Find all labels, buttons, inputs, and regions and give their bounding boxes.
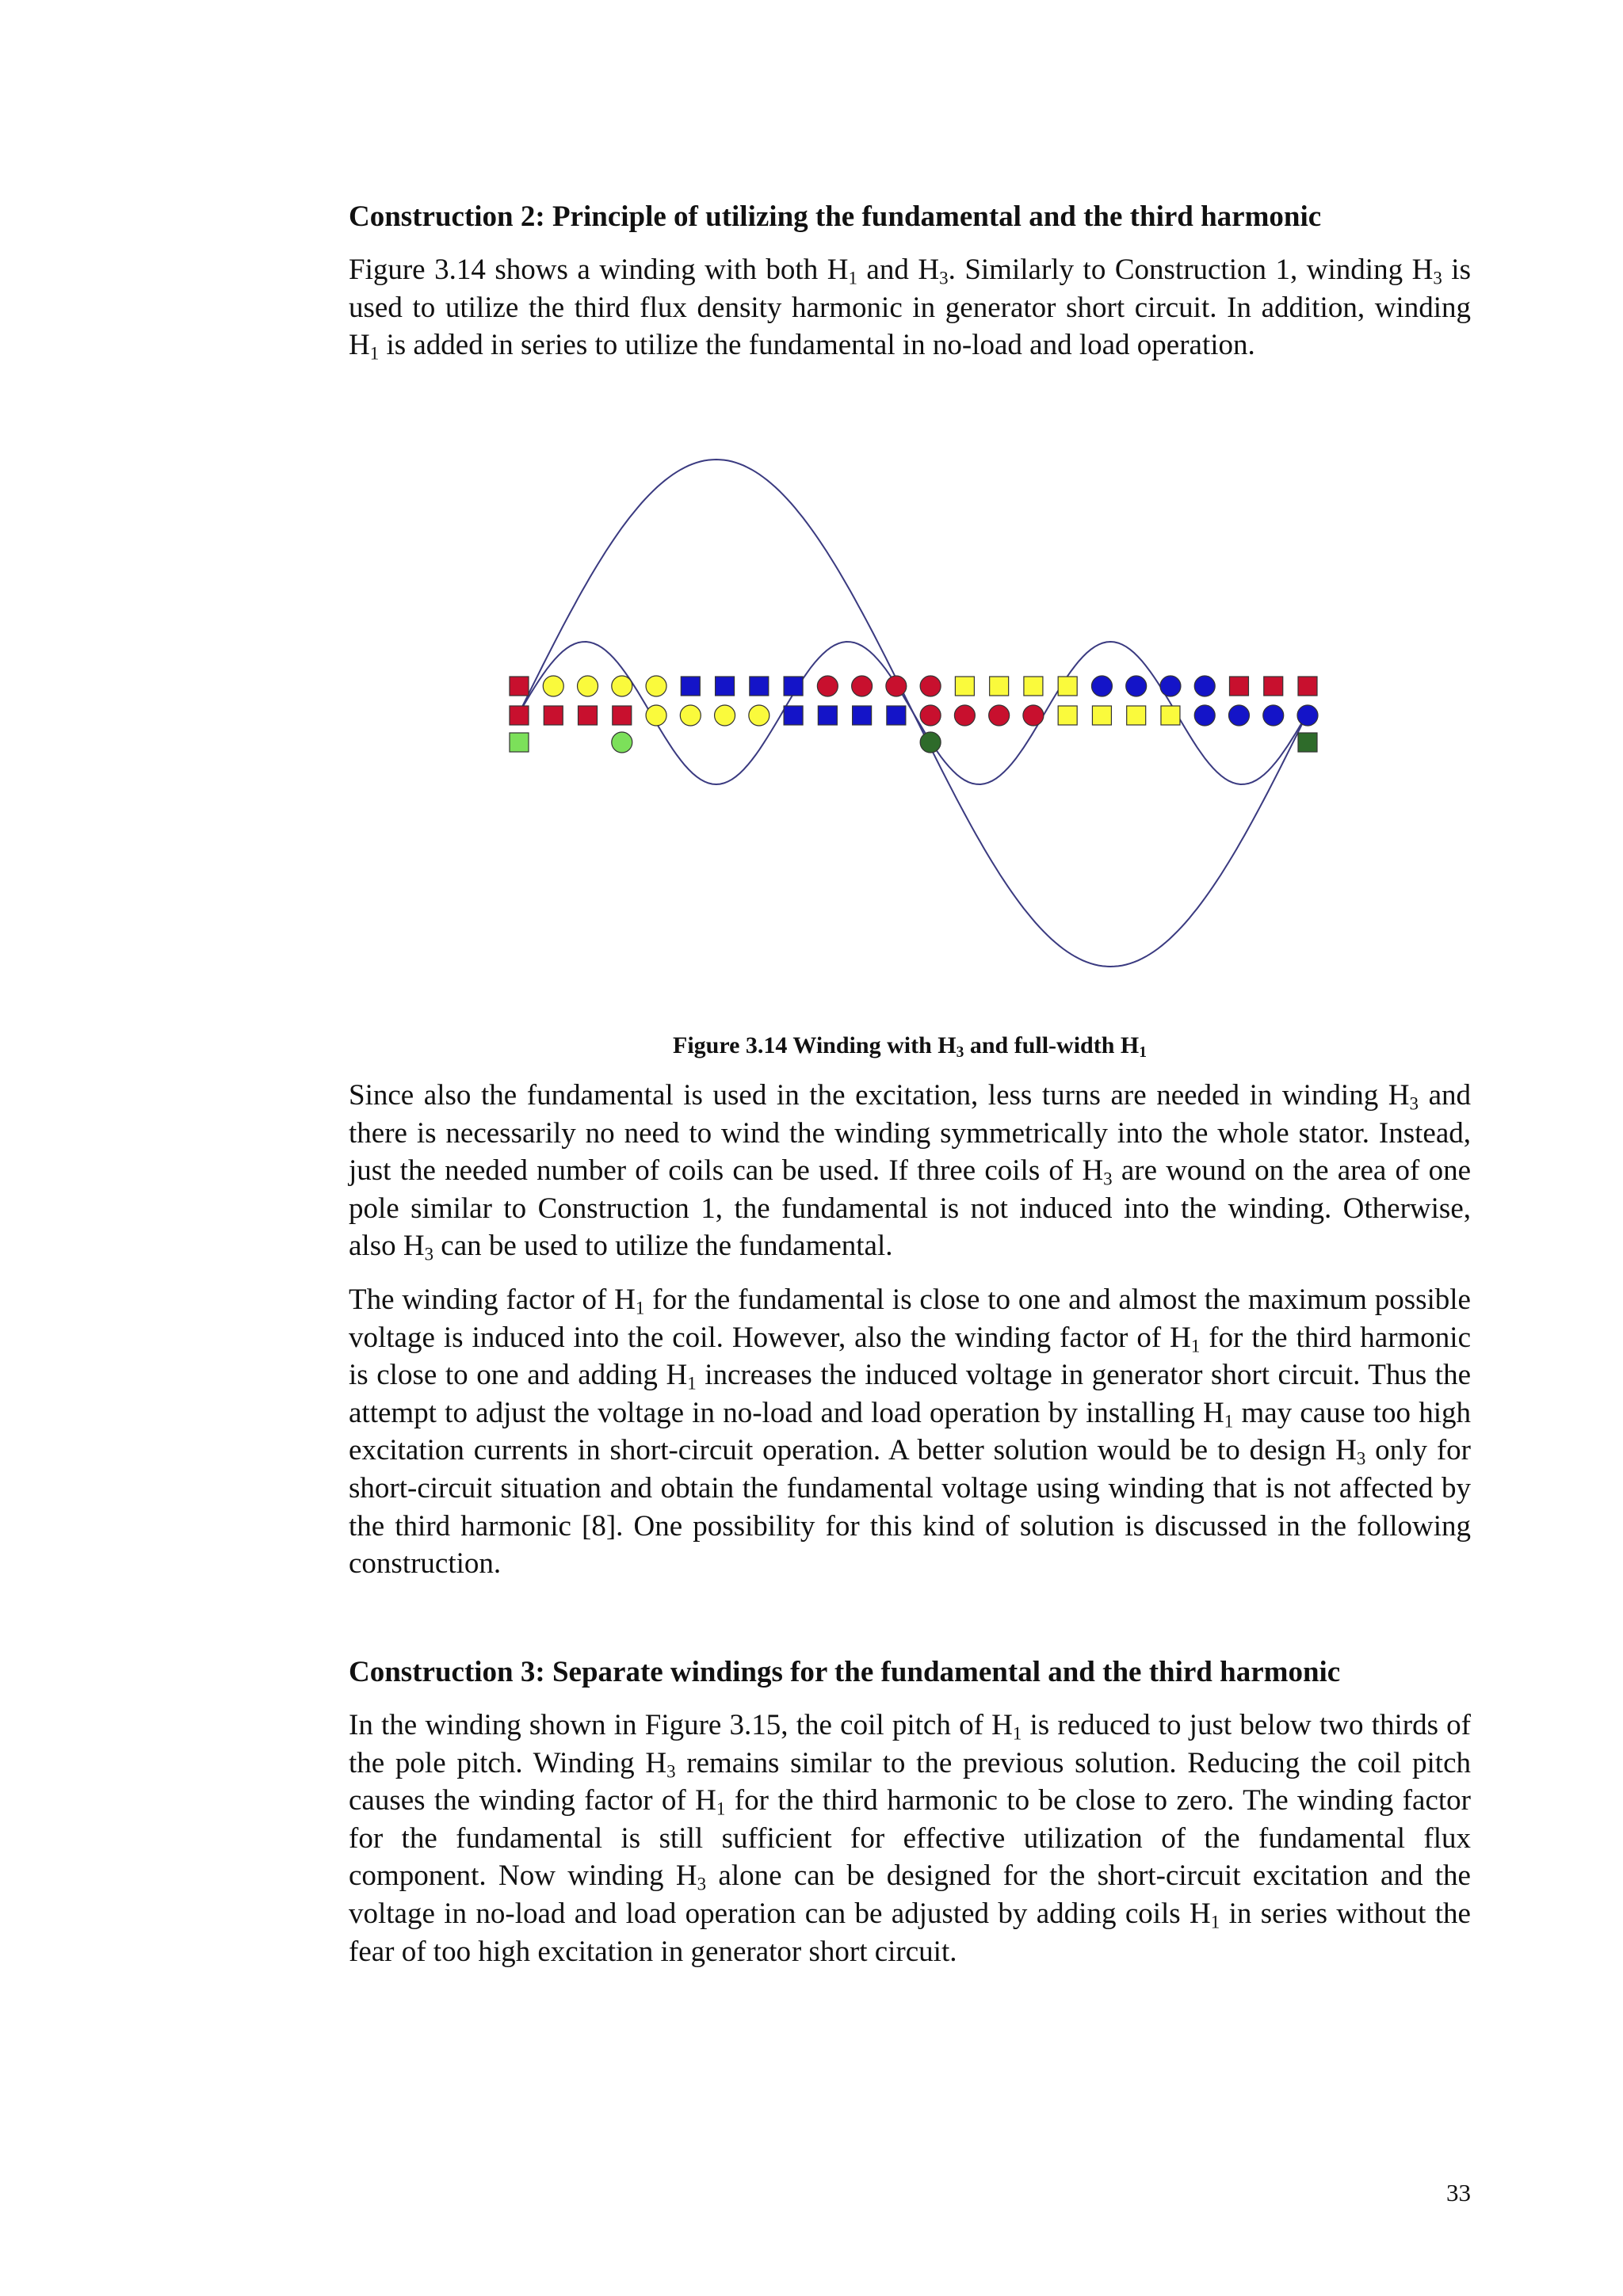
- subscript: 1: [1190, 1336, 1201, 1356]
- subscript: 3: [697, 1874, 707, 1894]
- top-row-slot-coil-circle: [1126, 676, 1147, 696]
- subscript: 1: [1224, 1411, 1234, 1432]
- top-row-slot-coil-circle: [1160, 676, 1181, 696]
- bottom-row-slot-coil-circle: [749, 705, 769, 726]
- bottom-row-slot-coil-circle: [1297, 705, 1318, 726]
- top-row-slot-coil-circle: [920, 676, 941, 696]
- bottom-row-slot-coil-circle: [1228, 705, 1249, 726]
- figure-caption: Figure 3.14 Winding with $H_3$ and full-width $H_1$: [673, 1032, 1147, 1061]
- top-row-slot-coil-square: [990, 677, 1009, 696]
- top-row-slot-coil-square: [681, 677, 700, 696]
- bottom-row-slot-coil-circle: [680, 705, 701, 726]
- subscript: 3: [1103, 1169, 1113, 1189]
- top-row-slot-coil-circle: [852, 676, 873, 696]
- top-row-slot-coil-square: [750, 677, 769, 696]
- bottom-row-slot-coil-square: [613, 706, 632, 725]
- heading-construction-3: Construction 3: Separate windings for the fundamental and the third harmonic: [349, 1656, 1341, 1688]
- bottom-row-slot-coil-circle: [646, 705, 666, 726]
- bottom-row-slot-coil-square: [1161, 706, 1180, 725]
- subscript: 1: [1139, 1043, 1147, 1061]
- top-row-slot-coil-square: [1058, 677, 1077, 696]
- h1-row-slot-coil-circle: [920, 732, 941, 753]
- bottom-row-slot-coil-square: [1092, 706, 1111, 725]
- top-row-slot-coil-square: [716, 677, 735, 696]
- top-row-slot-coil-circle: [886, 676, 907, 696]
- bottom-row-slot-coil-square: [818, 706, 837, 725]
- top-row-slot-coil-square: [784, 677, 803, 696]
- subscript: 1: [369, 343, 380, 364]
- h1-row-slot-coil-square: [510, 733, 529, 752]
- bottom-row-slot-coil-circle: [989, 705, 1010, 726]
- subscript: 3: [956, 1043, 964, 1061]
- bottom-row-slot-coil-square: [1127, 706, 1146, 725]
- subscript: 1: [716, 1798, 726, 1819]
- paragraph-construction-3: In the winding shown in Figure 3.15, the coil pitch of $H_1$ is reduced to just below two thirds of the pole pitch. Winding $H_3$ remains similar to the previous solution. Reducing the coil pitch causes the winding factor of $H_1$ for the third harmonic to be close to zero. The winding factor for the fundamental is still sufficient for effective utilization of the fundamental flux component. Now winding $H_3$ alone can be designed for the short-circuit excitation and the voltage in no-load and load operation can be adjusted by adding coils $H_1$ in series without the fear of too high excitation in generator short circuit.: [349, 1709, 1472, 1968]
- bottom-row-slot-coil-square: [510, 706, 529, 725]
- subscript: 3: [666, 1761, 676, 1782]
- subscript: 3: [1433, 268, 1442, 288]
- h1-row-slot-coil-square: [1298, 733, 1317, 752]
- top-row-slot-coil-square: [1229, 677, 1248, 696]
- paragraph-winding-factor: The winding factor of $H_1$ for the fundamental is close to one and almost the maximum possible voltage is induced into the coil. However, also the winding factor of $H_1$ for the third harmonic is close to one and adding $H_1$ increases the induced voltage in generator short circuit. Thus the attempt to adjust the voltage in no-load and load operation by installing $H_1$ may cause too high excitation currents in short-circuit operation. A better solution would be to design $H_3$ only for short-circuit situation and obtain the fundamental voltage using winding that is not affected by the third harmonic [8]. One possibility for this kind of solution is discussed in the following construction.: [349, 1283, 1472, 1581]
- bottom-row-slot-coil-square: [579, 706, 598, 725]
- bottom-row-slot-coil-circle: [954, 705, 975, 726]
- bottom-row-slot-coil-circle: [920, 705, 941, 726]
- third-harmonic-flux-curve: [519, 642, 1308, 784]
- top-row-slot-coil-circle: [1194, 676, 1215, 696]
- bottom-row-slot-coil-circle: [1263, 705, 1284, 726]
- page-number: 33: [1446, 2179, 1471, 2206]
- top-row-slot-coil-circle: [1091, 676, 1112, 696]
- top-row-slot-coil-square: [510, 677, 529, 696]
- subscript: 3: [939, 268, 949, 288]
- subscript: 3: [1356, 1448, 1366, 1469]
- subscript: 1: [848, 268, 857, 288]
- bottom-row-slot-coil-circle: [1023, 705, 1044, 726]
- top-row-slot-coil-circle: [578, 676, 598, 696]
- top-row-slot-coil-circle: [646, 676, 666, 696]
- bottom-row-slot-coil-square: [544, 706, 563, 725]
- bottom-row-slot-coil-square: [1058, 706, 1077, 725]
- top-row-slot-coil-square: [1264, 677, 1283, 696]
- top-row-slot-coil-circle: [817, 676, 838, 696]
- bottom-row-slot-coil-circle: [715, 705, 735, 726]
- top-row-slot-coil-circle: [612, 676, 632, 696]
- paragraph-fundamental-excitation: Since also the fundamental is used in the excitation, less turns are needed in winding $H_3$ and there is necessarily no need to wind the winding symmetrically into the whole stator. Instead, just the needed number of coils can be used. If three coils of $H_3$ are wound on the area of one pole similar to Construction 1, the fundamental is not induced into the winding. Otherwise, also $H_3$ can be used to utilize the fundamental.: [349, 1079, 1471, 1264]
- winding-diagram-figure-3-14: [491, 420, 1339, 1006]
- top-row-slot-coil-square: [1298, 677, 1317, 696]
- bottom-row-slot-coil-circle: [1194, 705, 1215, 726]
- subscript: 1: [1012, 1723, 1022, 1744]
- h1-row-slot-coil-circle: [612, 732, 632, 753]
- subscript: 1: [635, 1298, 645, 1318]
- subscript: 1: [687, 1373, 697, 1394]
- top-row-slot-coil-circle: [543, 676, 563, 696]
- subscript: 3: [424, 1244, 434, 1264]
- bottom-row-slot-coil-square: [853, 706, 872, 725]
- top-row-slot-coil-square: [955, 677, 974, 696]
- subscript: 1: [1210, 1912, 1220, 1932]
- top-row-slot-coil-square: [1024, 677, 1043, 696]
- paragraph-intro-figure-3-14: Figure 3.14 shows a winding with both $H_1$ and $H_3$. Similarly to Construction 1, winding $H_3$ is used to utilize the third flux density harmonic in generator short circuit. In addition, winding $H_1$ is added in series to utilize the fundamental in no-load and load operation.: [349, 254, 1471, 364]
- subscript: 3: [1409, 1093, 1419, 1114]
- bottom-row-slot-coil-square: [887, 706, 906, 725]
- heading-construction-2: Construction 2: Principle of utilizing the fundamental and the third harmonic: [349, 200, 1322, 233]
- bottom-row-slot-coil-square: [784, 706, 803, 725]
